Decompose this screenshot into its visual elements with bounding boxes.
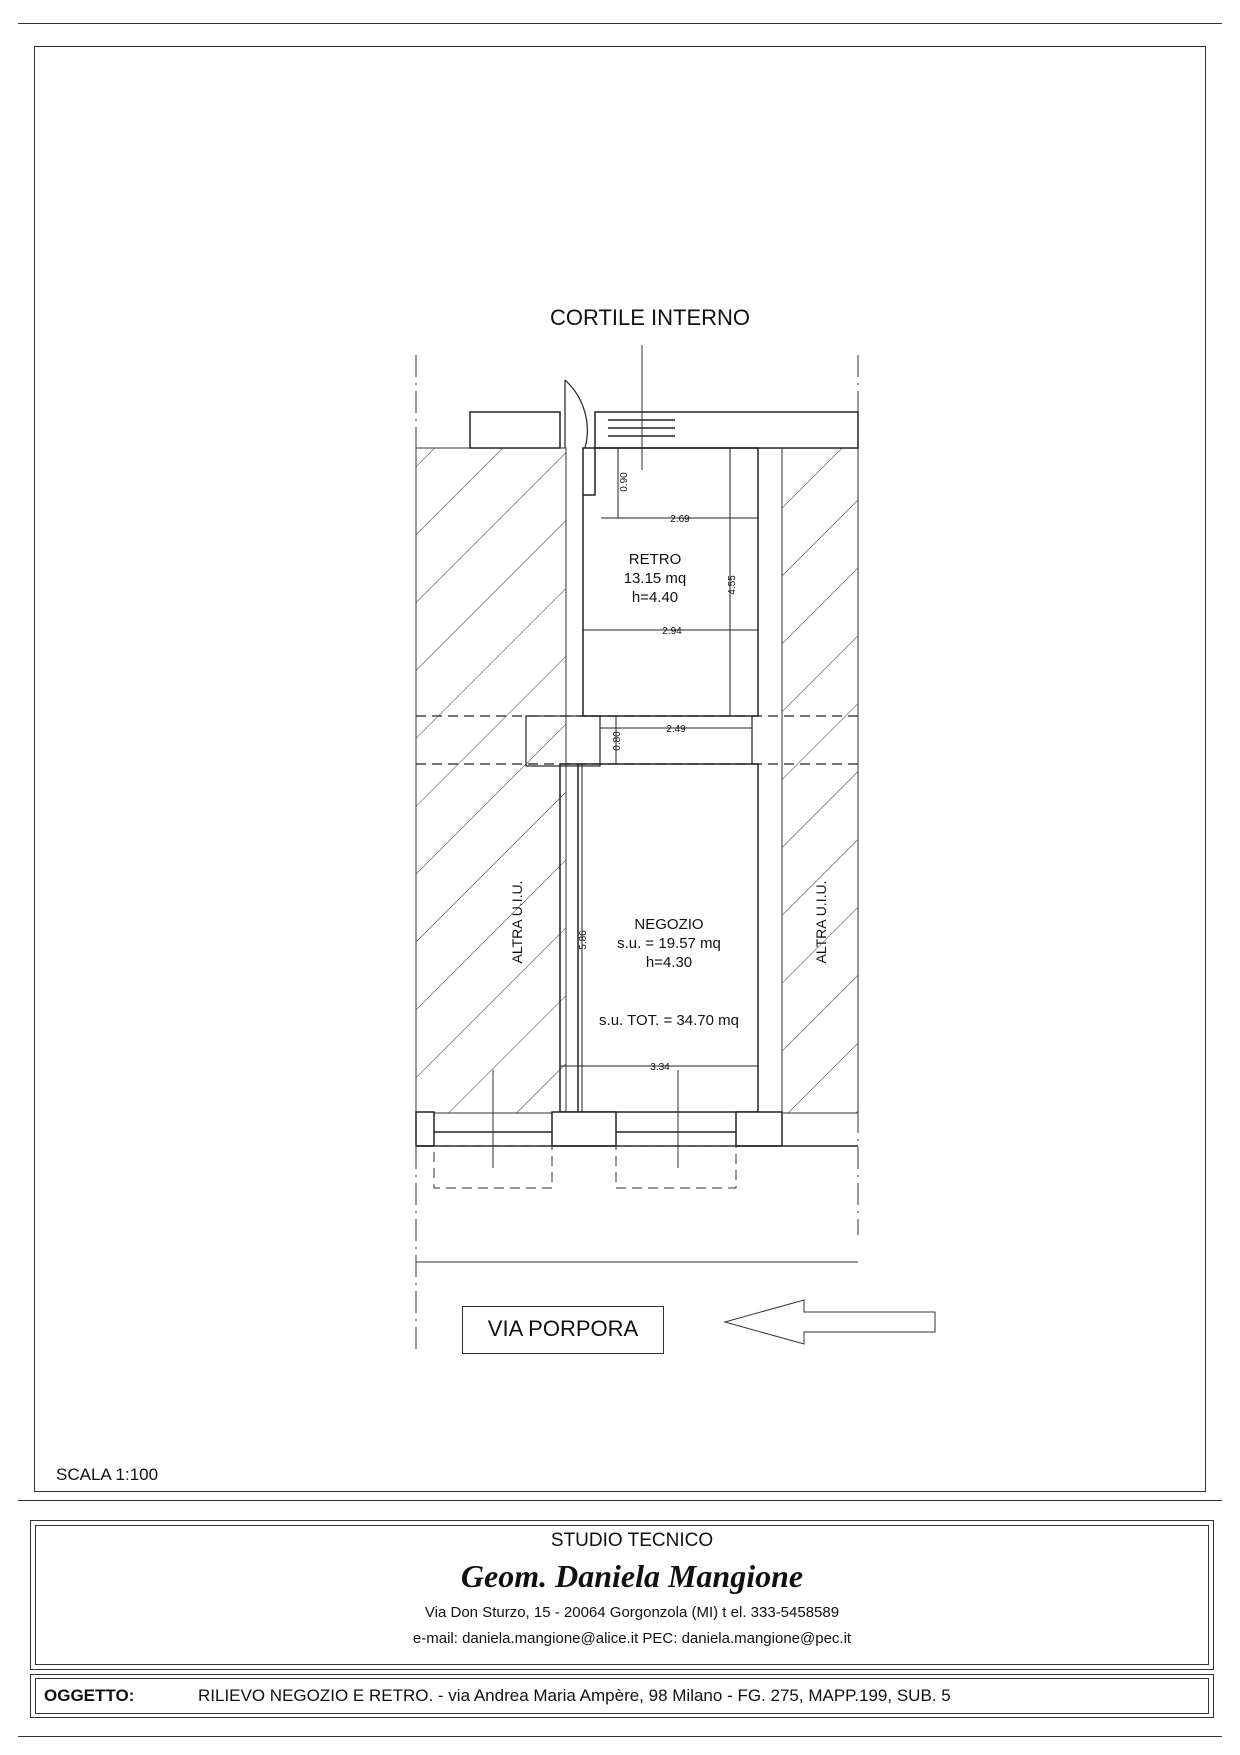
studio-label: STUDIO TECNICO: [550, 1530, 714, 1551]
retro-area: 13.15 mq: [623, 570, 687, 587]
total-area: s.u. TOT. = 34.70 mq: [599, 1012, 739, 1029]
room-labels: [599, 551, 739, 1029]
dim-586: 5.86: [578, 930, 589, 950]
subject-text: RILIEVO NEGOZIO E RETRO. - via Andrea Maria Ampère, 98 Milano - FG. 275, MAPP.199, SUB. 5: [198, 1686, 951, 1705]
studio-address: Via Don Sturzo, 15 - 20064 Gorgonzola (MI) t el. 333-5458589: [424, 1604, 840, 1621]
negozio-name: NEGOZIO: [634, 916, 704, 933]
dim-090: 0.90: [619, 472, 630, 492]
dim-334: 3.34: [650, 1062, 670, 1073]
studio-name: Geom. Daniela Mangione: [460, 1558, 804, 1594]
studio-contacts: e-mail: daniela.mangione@alice.it PEC: daniela.mangione@pec.it: [412, 1630, 852, 1647]
negozio-area: s.u. = 19.57 mq: [617, 935, 721, 952]
dim-294: 2.94: [662, 626, 682, 637]
left-neighbor-area: [416, 448, 566, 1113]
south-facade: [416, 1112, 858, 1146]
left-neighbor-label: ALTRA U.I.U.: [509, 880, 525, 964]
right-neighbor-label: ALTRA U.I.U.: [813, 880, 829, 964]
frame-separator: [18, 1500, 1222, 1501]
retro-name: RETRO: [628, 551, 682, 568]
right-neighbor-area: [782, 448, 858, 1113]
street-label: VIA PORPORA: [487, 1316, 639, 1341]
north-wall: [470, 412, 858, 448]
courtyard-label: CORTILE INTERNO: [549, 305, 751, 330]
subject-label: OGGETTO:: [44, 1686, 135, 1705]
dim-455: 4.55: [727, 575, 738, 595]
direction-arrow: [725, 1300, 935, 1344]
door-swing: [565, 380, 587, 448]
awnings: [434, 1146, 736, 1188]
retro-height: h=4.40: [631, 589, 679, 606]
negozio-height: h=4.30: [645, 954, 693, 971]
dim-080: 0.80: [612, 731, 623, 751]
dim-249: 2.49: [666, 724, 686, 735]
dim-269: 2.69: [670, 514, 690, 525]
bottom-rule: [18, 1736, 1222, 1737]
scale-label: SCALA 1:100: [56, 1465, 159, 1484]
